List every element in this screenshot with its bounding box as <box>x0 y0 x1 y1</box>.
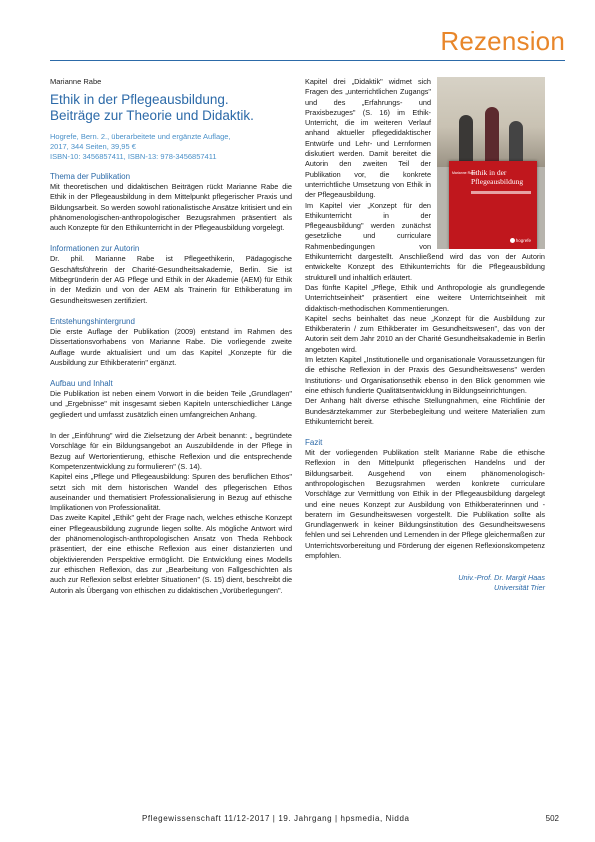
book-meta-pages-price: 2017, 344 Seiten, 39,95 € <box>50 142 136 151</box>
footer-journal: Pflegewissenschaft 11/12-2017 | 19. Jahrgang | hpsmedia, Nidda <box>142 814 410 823</box>
text-background: Die erste Auflage der Publikation (2009) entstand im Rahmen des Dissertationsvorhabens von Marianne Rabe. Die vorliegende zweite Auflage wurde aktualisiert und um das Kapitel „Konzepte für die Ausbildung zur Ethikberaterin" ergänzt. <box>50 326 292 367</box>
heading-author-info: Informationen zur Autorin <box>50 244 140 254</box>
page-number: 502 <box>545 814 559 823</box>
heading-structure: Aufbau und Inhalt <box>50 379 113 389</box>
heading-theme: Thema der Publikation <box>50 172 131 181</box>
reviewer <box>305 573 545 593</box>
text-structure-4: Das zweite Kapitel „Ethik" geht der Frage nach, welches ethische Konzept einer Pflegeausbildung zugrunde liegen sollte. Als mögliche Antwort wird der phänomenologisch-anthropologischen Ansatz von Theda Rehbock präsentiert, der eine ethische Reflexion aus einer distanzierten und objektivierenden Perspektive ermöglicht. Die Entwicklung eines Modells zur ethischen Reflexion, das zur „Bearbeitung von Fallgeschichten als auch zur Reflexion selbst erlebter Situationen" (S. 15) dient, beschreibt die Autorin als Übergang von ethischen zu didaktischen „Vorüberlegungen". <box>50 513 292 595</box>
cover-subtitle-bar <box>471 191 531 194</box>
review-author: Marianne Rabe <box>50 77 102 86</box>
header-rule <box>50 60 565 61</box>
book-title-line2: Beiträge zur Theorie und Didaktik. <box>50 108 254 123</box>
classroom-photo <box>437 77 545 167</box>
text-structure-6: Im Kapitel vier „Konzept für den Ethikunterricht in der Pflegeausbildung" werden zunächst gesetzliche und curriculare Rahmenbedingungen von Ethikunterricht dargestellt. Anschließend wird das von der Autorin entwickelte Konzept des Ethikunterrichts für die Pflegeausbildung strukturell und inhaltlich erläutert. <box>305 200 545 282</box>
publisher-logo-icon <box>510 238 515 243</box>
photo-person-2 <box>485 107 499 167</box>
right-column <box>305 77 545 593</box>
text-structure-10: Der Anhang hält diverse ethische Stellungnahmen, eine Richtlinie der Bundesärztekammer zur Sterbebegleitung und weitere Materialien zum Ethikunterricht bereit. <box>305 396 545 426</box>
book-cover <box>449 161 537 249</box>
text-structure-5: Kapitel drei „Didaktik" widmet sich Fragen des „unterrichtlichen Zugangs" und des „Erfahrungs- und Praxisbezuges" (S. 16) im Ethik-Unterricht, die im weiteren Verlauf anhand aktueller pflegedidaktischer Entwürfe und Lehr- und Lernformen diskutiert werden. Damit bereitet die Autorin den zweiten Teil der Publikation vor, die konkrete unterrichtliche Umsetzung von Ethik in der Pflegeausbildung. <box>305 77 431 200</box>
heading-background: Entstehungshintergrund <box>50 316 135 326</box>
text-structure-2: In der „Einführung" wird die Zielsetzung der Arbeit benannt: „ begründete Vorschläge für ein Bildungsangebot an Auszubildende in der Pflege in Bezug auf Wertorientierung, ethische Reflexion und die entsprechende Kompetenzentwicklung zu formulieren" (S. 14). <box>50 431 292 471</box>
text-structure-7: Das fünfte Kapitel „Pflege, Ethik und Anthropologie als grundlegende Unterrichtseinheit" präsentiert eine weitere Unterrichtseinheit mit didaktisch-methodischen Kommentierungen. <box>305 282 545 313</box>
left-column <box>50 77 292 596</box>
cover-title: Ethik in der Pflegeausbildung <box>471 168 524 186</box>
heading-conclusion: Fazit <box>305 438 323 448</box>
book-meta <box>50 132 292 162</box>
text-theme: Mit theoretischen und didaktischen Beiträgen rückt Marianne Rabe die Ethik in der Pflegeausbildung in dem Mittelpunkt pflegerischer Praxis und Bildungsarbeit. So werden sowohl rationalistische Ansätze kritisiert und ein phänomenologischen-anthropologischer Bezugsrahmen präsentiert als auch Konzepte für den Ethikunterricht in der Pflegeausbildung vorgelegt. <box>50 182 292 233</box>
book-figure <box>437 77 545 249</box>
book-meta-isbn: ISBN-10: 3456857411, ISBN-13: 978-3456857411 <box>50 152 217 161</box>
book-meta-publisher: Hogrefe, Bern. 2., überarbeitete und ergänzte Auflage, <box>50 132 231 141</box>
section-title: Rezension <box>440 26 565 56</box>
text-structure-1: Die Publikation ist neben einem Vorwort in die beiden Teile „Grundlagen" und „Ergebnisse" mit insgesamt sieben Kapiteln unterschiedlicher Länge gegliedert und umfasst zusätzlich einen umfangreichen Anhang. <box>50 389 292 419</box>
photo-person-1 <box>459 115 473 167</box>
text-conclusion: Mit der vorliegenden Publikation stellt Marianne Rabe die ethische Reflexion in den Mittelpunkt pflegerischen Handelns und der Bildungsarbeit. Ausgehend von einem phänomenologisch-anthropologischen Bezugsrahmen werden konkrete curriculare Vorschläge zur Vermittlung von Ethik in der Pflegeausbildung dargelegt und eine neues Konzept zur Ausbildung von Ethikberaterinnen und -beratern im Gesundheitswesen vorgestellt. Die Publikation sollte als Grundlagenwerk in keiner Bildungsinstitution des Gesundheitswesens fehlen und sei Lehrenden und Lernenden in der Pflege gleichermaßen zur Unterrichtsvorbereitung und Förderung der eigenen Reflexionskompetenz empfohlen. <box>305 448 545 561</box>
cover-author: Marianne Rabe <box>452 171 476 175</box>
book-title-line1: Ethik in der Pflegeausbildung. <box>50 92 229 107</box>
reviewer-name: Univ.-Prof. Dr. Margit Haas <box>458 573 545 583</box>
reviewer-affiliation: Universität Trier <box>494 583 545 593</box>
text-structure-9: Im letzten Kapitel „Institutionelle und organisationale Voraussetzungen für die ethische Reflexion in der Praxis des Gesundheitswesens" werden Institutions- und Organisationsethik ebenso in den Blick genommen wie eine ethisch fundierte Qualitätsentwicklung in Bildungseinrichtungen. <box>305 355 545 395</box>
text-structure-8: Kapitel sechs beinhaltet das neue „Konzept für die Ausbildung zur Ethikberaterin / zum Ethikberater im Gesundheitswesen", das von der Autorin seit dem Jahr 2010 an der Charité Gesundheitsakademie in Berlin angeboten wird. <box>305 313 545 354</box>
text-author-info: Dr. phil. Marianne Rabe ist Pflegeethikerin, Pädagogische Geschäftsführerin der Charité-Gesundheitsakademie, Berlin. Sie ist Mitbegründerin der AG Pflege und Ethik in der Akademie (AEM) für Ethik in der Medizin und von der AEM als Trainerin für Ethikberatung im Gesundheitswesen zertifiziert. <box>50 254 292 305</box>
text-structure-3: Kapitel eins „Pflege und Pflegeausbildung: Spuren des beruflichen Ethos" setzt sich mit dem historischen Wandel des pflegerischen Ethos auseinander und thematisiert Professionalisierung in Bezug auf ethische Implikationen von Professionalität. <box>50 472 292 513</box>
cover-publisher: hogrefe <box>515 237 531 243</box>
cover-publisher-logo <box>510 238 531 243</box>
book-title <box>50 92 292 124</box>
